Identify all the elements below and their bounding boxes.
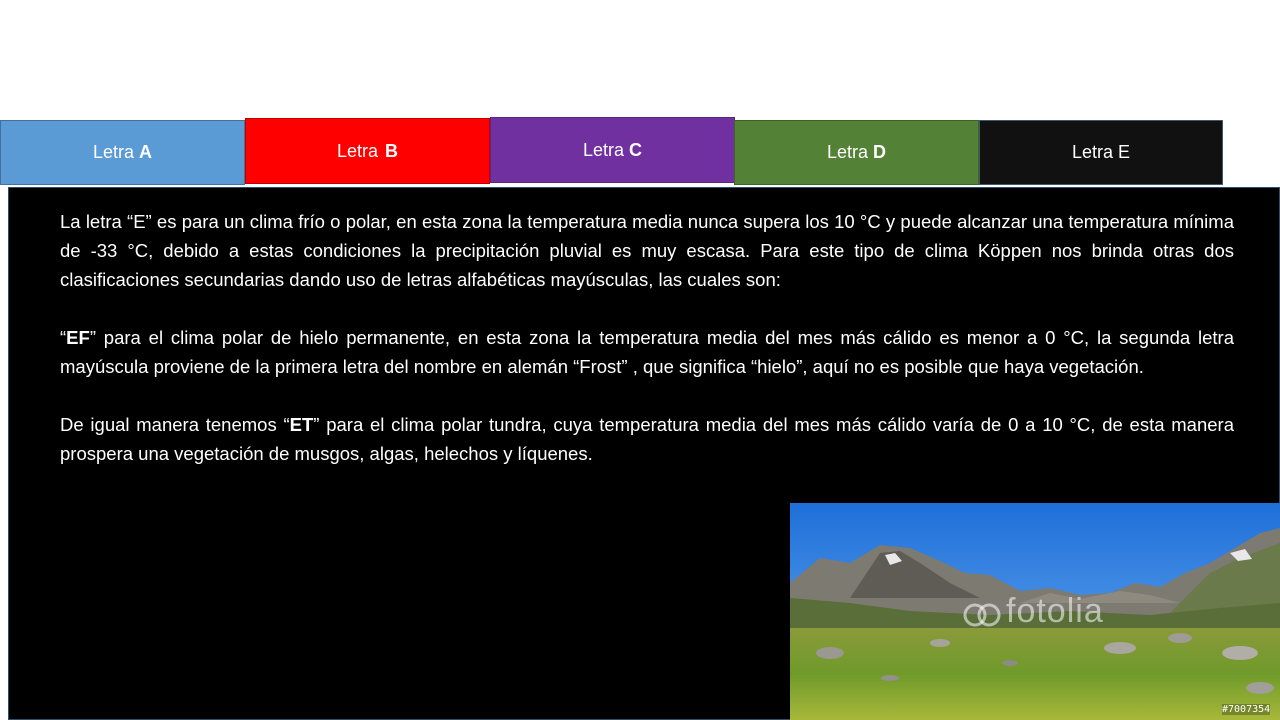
content-text [60, 207, 1234, 497]
code-ef: EF [66, 327, 90, 348]
tab-label: Letra [582, 140, 625, 160]
paragraph-ef [60, 323, 1234, 381]
tab-label: Letra E [1071, 142, 1131, 162]
tab-letra-b[interactable] [245, 118, 490, 184]
tab-letra-a[interactable] [0, 120, 245, 185]
watermark-text: fotolia [1006, 592, 1104, 630]
paragraph-et-text: ” para el clima polar tundra, cuya temperatura media del mes más cálido varía de 0 a 10 °C, de esta manera prospera una vegetación de musgos, algas, helechos y líquenes. [60, 414, 1234, 464]
tab-letra-c[interactable] [490, 117, 735, 183]
paragraph-et-lead: De igual manera tenemos “ [60, 414, 290, 435]
tab-letra-e[interactable] [979, 120, 1223, 185]
tab-letter: D [873, 142, 887, 162]
paragraph-ef-text: ” para el clima polar de hielo permanente, en esta zona la temperatura media del mes más cálido es menor a 0 °C, la segunda letra mayúscula proviene de la primera letra del nombre en alemán “Frost” , que significa “hielo”, aquí no es posible que haya vegetación. [60, 327, 1234, 377]
stock-id-label: #7007354 [1222, 704, 1271, 715]
tab-letter: C [629, 140, 643, 160]
tab-letter: B [385, 141, 399, 161]
quote: “ [60, 327, 67, 348]
code-et: ET [289, 414, 314, 435]
tab-letter: A [139, 142, 153, 162]
tab-label: Letra [336, 141, 379, 161]
fotolia-watermark [1006, 592, 1104, 631]
paragraph-intro: La letra “E” es para un clima frío o polar, en esta zona la temperatura media nunca supera los 10 °C y puede alcanzar una temperatura mínima de -33 °C, debido a estas condiciones la precipitación pluvial es muy escasa. Para este tipo de clima Köppen nos brinda otras dos clasificaciones secundarias dando uso de letras alfabéticas mayúsculas, las cuales son: [60, 211, 1234, 290]
tab-label: Letra [92, 142, 135, 162]
fotolia-logo-icon [962, 602, 1002, 628]
tab-letra-d[interactable] [734, 120, 979, 185]
paragraph-et [60, 410, 1234, 468]
tab-label: Letra [826, 142, 869, 162]
